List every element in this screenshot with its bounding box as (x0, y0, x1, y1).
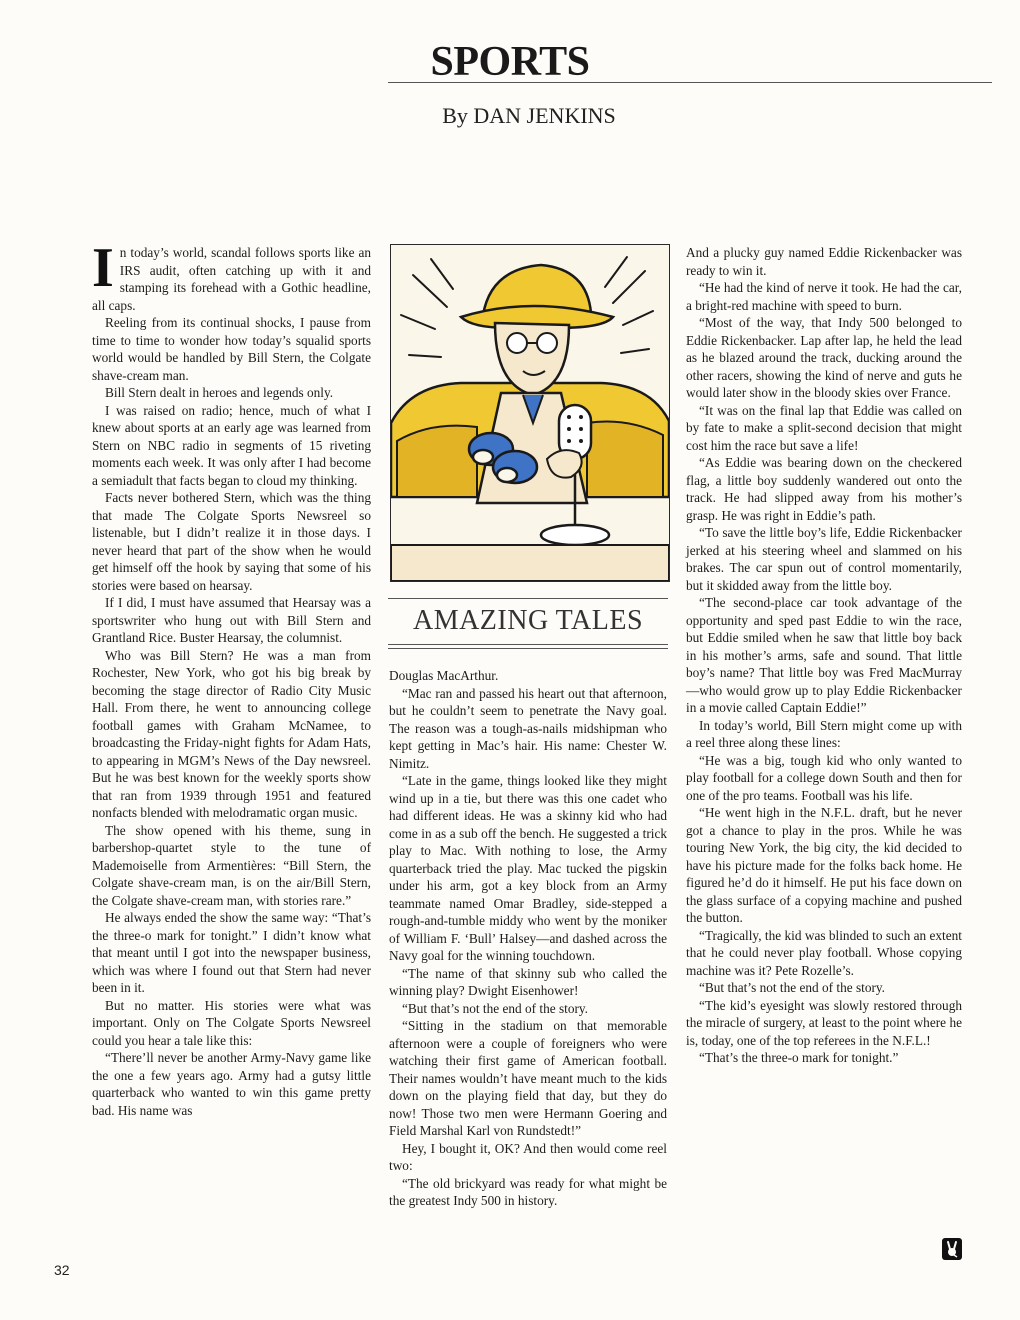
article-paragraph: “Late in the game, things looked like they might wind up in a tie, but there was this one cadet who had different ideas. He was a skinny kid who had come in as a sub off the bench. He suggested a trick play to Mac. With nothing to lose, the Army quarterback tried the play. Mac tucked the pigskin under his arm, got a key block from an Army teammate named Omar Bradley, side-stepped a rough-and-tumble middy who went by the moniker of William F. ‘Bull’ Halsey—and dashed across the Navy goal for the winning touchdown. (389, 773, 667, 963)
byline: By DAN JENKINS (442, 103, 616, 128)
article-column-3 (686, 244, 962, 1067)
article-paragraph: “As Eddie was bearing down on the checkered flag, a little boy suddenly wandered out onto the track. He had slipped away from his mother’s grasp. He was right in Eddie’s path. (686, 455, 962, 523)
article-paragraph: “He had the kind of nerve it took. He had the car, a bright-red machine with speed to burn. (686, 280, 962, 313)
article-paragraph: “Mac ran and passed his heart out that afternoon, but he couldn’t seem to penetrate the Navy goal. The reason was a tough-as-nails midshipman who kept getting in Mac’s hair. His name: Chester W. Nimitz. (389, 685, 667, 771)
article-paragraph: “He was a big, tough kid who only wanted to play football for a college down South and then for one of the pro teams. Football was his life. (686, 752, 962, 803)
sidebar-rule-bottom (388, 644, 668, 645)
playboy-bunny-icon (942, 1238, 962, 1260)
article-paragraph: In today’s world, Bill Stern might come up with a reel three along these lines: (686, 717, 962, 750)
article-paragraph: The show opened with his theme, sung in barbershop-quartet style to the tune of Mademoiselle from Armentières: “Bill Stern, the Colgate shave-cream man, is on the air/Bill Stern, the Colgate shave-cream man, with stories rare.” (92, 822, 371, 908)
article-paragraph: Hey, I bought it, OK? And then would come reel two: (389, 1140, 667, 1173)
sidebar-rule-top (388, 598, 668, 599)
sidebar-title: AMAZING TALES (412, 605, 644, 636)
article-paragraph: “The second-place car took advantage of the opportunity and sped past Eddie to win the race, but Eddie smiled when he saw that little boy back in his mother’s arms, safe and sound. That little boy’s name? That little boy was Fred MacMurray—who would grow up to play Eddie Rickenbacker in a movie called Captain Eddie!” (686, 595, 962, 715)
article-paragraph: If I did, I must have assumed that Hearsay was a sportswriter who hung out with Bill Stern and Grantland Rice. Buster Hearsay, the columnist. (92, 595, 371, 645)
article-column-1 (92, 237, 371, 1119)
article-paragraph: “But that’s not the end of the story. (402, 1000, 589, 1016)
article-paragraph: “Sitting in the stadium on that memorable afternoon were a couple of foreigners who were watching their first game of American football. Their names wouldn’t have meant much to the kids down on the playing field that day, but they do now! Those two men were Hermann Goering and Field Marshal Karl von Rundstedt!” (389, 1018, 667, 1138)
article-paragraph: “Tragically, the kid was blinded to such an extent that he could never play football. Whose copying machine was it? Pete Rozelle’s. (686, 927, 962, 978)
article-paragraph: Who was Bill Stern? He was a man from Rochester, New York, who got his big break by becoming the stage director of Radio City Music Hall. From there, he went to announcing college football games with Graham McNamee, to broadcasting the Friday-night fights for Adam Hats, to appearing in MGM’s News of the Day newsreel. But he was best known for the weekly sports show that ran from 1939 through 1951 and featured nonfacts blended with melodramatic organ music. (92, 647, 371, 820)
sidebar-rule-bottom (388, 648, 668, 649)
article-paragraph: “The kid’s eyesight was slowly restored through the miracle of surgery, at least to the point where he is, today, one of the top referees in the N.F.L.! (686, 997, 962, 1048)
article-paragraph (92, 237, 371, 314)
article-paragraph: Douglas MacArthur. (389, 668, 499, 683)
article-paragraph: “Most of the way, that Indy 500 belonged to Eddie Rickenbacker. Lap after lap, he held the lead as he blazed around the track, ducking around the other racers, showing the kind of nerve and guts he would later show in the bloody skies over France. (686, 315, 962, 400)
article-paragraph: And a plucky guy named Eddie Rickenbacker was ready to win it. (686, 245, 962, 278)
article-paragraph: Facts never bothered Stern, which was the thing that made The Colgate Sports Newsreel so listenable, but I didn’t realize it in those days. I never heard that part of the show when he would get himself off the hook by saying that some of his stories were based on hearsay. (92, 490, 371, 593)
section-title: SPORTS (430, 39, 590, 85)
header-divider (388, 82, 992, 83)
article-paragraph: “But that’s not the end of the story. (699, 980, 886, 995)
article-paragraph: “That’s the three-o mark for tonight.” (699, 1050, 899, 1065)
paragraph-text: n today’s world, scandal follows sports like an IRS audit, often catching up with it and stamping its forehead with a Gothic headline, all caps. (92, 245, 371, 313)
article-column-2 (389, 667, 667, 1210)
article-paragraph: Reeling from its continual shocks, I pause from time to time to wonder how today’s squalid sports world would be handled by Bill Stern, the Colgate shave-cream man. (92, 315, 371, 383)
announcer-illustration (390, 244, 670, 582)
article-paragraph: Bill Stern dealt in heroes and legends only. (105, 385, 334, 400)
article-paragraph: “It was on the final lap that Eddie was called on by fate to make a split-second decision that might cost him the race but save a life! (686, 402, 962, 453)
article-paragraph: “There’ll never be another Army-Navy game like the one a few years ago. Army had a gutsy little quarterback who wanted to win this game pretty bad. His name was (92, 1050, 371, 1118)
article-paragraph: “To save the little boy’s life, Eddie Rickenbacker jerked at his steering wheel and slammed on his brakes. The car spun out of control momentarily, but it skidded away from the little boy. (686, 525, 962, 593)
article-paragraph: “The old brickyard was ready for what might be the greatest Indy 500 in history. (389, 1175, 667, 1208)
article-paragraph: But no matter. His stories were what was important. Only on The Colgate Sports Newsreel could you hear a tale like this: (92, 997, 371, 1048)
article-paragraph: I was raised on radio; hence, much of what I knew about sports at an early age was learned from Stern on NBC radio in segments of 15 riveting moments each week. It was only after I had become a semiadult that facts began to cloud my thinking. (92, 402, 371, 488)
drop-cap: I (92, 237, 114, 299)
page-number: 32 (54, 1262, 70, 1278)
article-paragraph: He always ended the show the same way: “That’s the three-o mark for tonight.” I didn’t know what that meant until I got into the newspaper business, which was where I found out that Stern had never been in it. (92, 910, 371, 995)
announcer-microphone-icon (391, 245, 669, 581)
article-paragraph: “The name of that skinny sub who called the winning play? Dwight Eisenhower! (389, 965, 667, 998)
article-paragraph: “He went high in the N.F.L. draft, but he never got a chance to play in the pros. While he was touring New York, the big city, the kid decided to have his picture made for the folks back home. He figured he’d do it himself. He put his face down on the glass surface of a copying machine and pushed the button. (686, 805, 962, 925)
